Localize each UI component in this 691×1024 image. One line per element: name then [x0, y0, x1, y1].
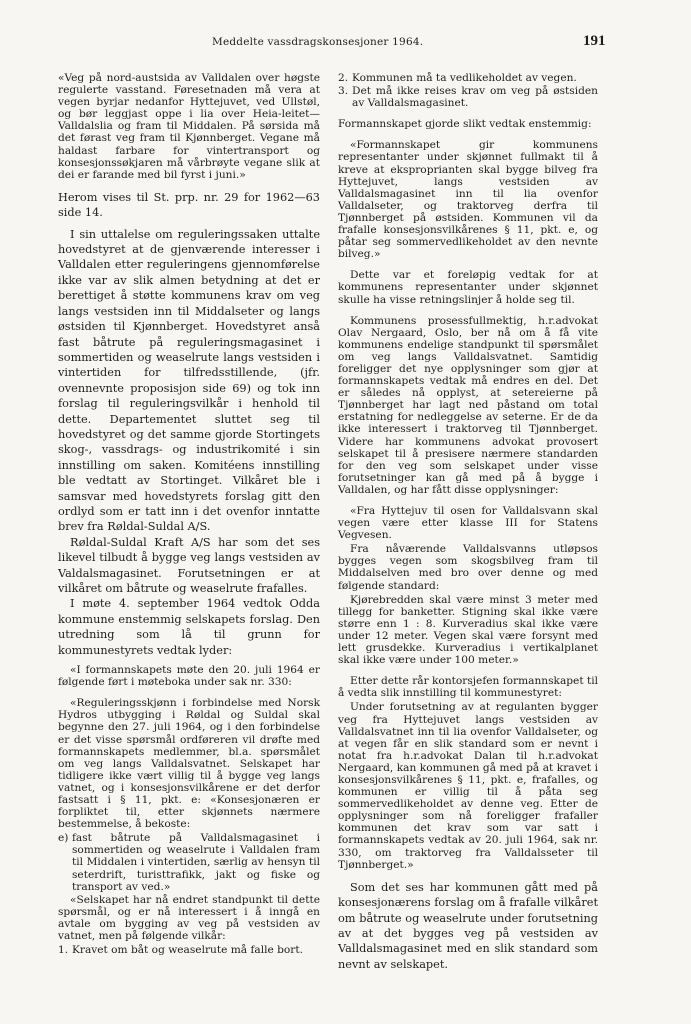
body-paragraph: Røldal-Suldal Kraft A/S har som det ses likevel tilbudt å bygge veg langs vestsiden av Valdalsmagasinet. Forutsetningen er at vilkåret om båtrute og weaselrute frafalles.: [58, 535, 320, 595]
list-item-number: 2.: [338, 72, 349, 84]
reference-paragraph: Herom vises til St. prp. nr. 29 for 1962—63 side 14.: [58, 190, 320, 220]
quote-paragraph: «Veg på nord-austsida av Valldalen over høgste regulerte vasstand. Føresetnaden må vera at vegen byrjar nedanfor Hyttejuvet, ved Ullstøl, og bør leggjast oppe i lia over Heia-leitet—Valldalslia og fram til Middalen. På sørsida må det førast veg fram til Kjønnberget. Vegane må haldast farbare for vintertransport og konsesjonssøkjaren må vårbrøyte vegane slik at dei er farande med bil fyrst i juni.»: [58, 72, 320, 181]
right-column: [338, 72, 598, 978]
list-item: [58, 944, 320, 956]
body-paragraph: Etter dette rår kontorsjefen formannskapet til å vedta slik innstilling til kommunestyret:: [338, 675, 598, 700]
body-paragraph: Dette var et foreløpig vedtak for at kommunens representanter under skjønnet skulle ha visse retningslinjer å holde seg til.: [338, 269, 598, 306]
list-item-number: 1.: [58, 944, 69, 957]
body-paragraph: Kommunens prosessfullmektig, h.r.advokat Olav Nergaard, Oslo, ber nå om å få vite kommunens endelige standpunkt til spørsmålet om veg langs Valldalsvatnet. Samtidig foreligger det nye opplysninger som gjør at formannskapets vedtak må endres en del. Det er således nå opplyst, at setereierne på Tjønnberget har lagt ned påstand om total erstatning for nedleggelse av seterne. Er de da ikke interessert i traktorveg til Tjønnberget. Videre har kommunens advokat provosert selskapet til å presisere nærmere standarden for den veg som selskapet under visse forutsetninger kan gå med på å bygge i Valldalen, og har fått disse opplysninger:: [338, 314, 598, 496]
body-paragraph: I møte 4. september 1964 vedtok Odda kommune enstemmig selskapets forslag. Den utredning som lå til grunn for kommunestyrets vedtak lyder:: [58, 597, 320, 657]
quote-paragraph: Fra nåværende Valldalsvanns utløpsos bygges vegen som skogsbilveg fram til Middalselven med bro over denne og med følgende standard:: [338, 543, 598, 592]
list-item-number: 3.: [338, 85, 349, 98]
body-paragraph: Under forutsetning av at regulanten bygger veg fra Hyttejuvet langs vestsiden av Valldalsvatnet inn til lia ovenfor Valldalseter, og at vegen får en slik standard som er nevnt i notat fra h.r.advokat Dalan til h.r.advokat Nergaard, kan kommunen gå med på at kravet i konsesjonsvilkårenes § 11, pkt. e, frafalles, og kommunen er villig til å påta seg sommervedlikeholdet av denne veg. Etter de opplysninger som nå foreligger frafaller kommunen det krav som var satt i formannskapets vedtak av 20. juli 1964, sak nr. 330, om traktorveg fra Valldalsseter til Tjønnberget.»: [338, 701, 598, 871]
quote-paragraph: «I formannskapets møte den 20. juli 1964 er følgende ført i møteboka under sak nr. 330:: [58, 664, 320, 689]
list-item-text: Kommunen må ta vedlikeholdet av vegen.: [352, 72, 577, 84]
list-item-number: e): [58, 832, 69, 845]
left-column: [58, 72, 320, 957]
list-item-text: Kravet om båt og weaselrute må falle bort.: [72, 944, 303, 957]
list-item-text: Det må ikke reises krav om veg på østsiden av Valldalsmagasinet.: [352, 85, 598, 110]
page-header: [0, 33, 691, 56]
body-paragraph: I sin uttalelse om reguleringssaken uttalte hovedstyret at de gjenværende interesser i Valldalen etter reguleringens gjennomførelse ikke var av slik almen betydning at det er berettiget å støtte kommunens krav om veg langs vestsiden inn til Middalseter og langs østsiden til Kjønnberget. Hovedstyret anså fast båtrute på reguleringsmagasinet i sommertiden og weaselrute langs vestsiden i vintertiden for tilfredsstillende, (jfr. ovennevnte proposisjon side 69) og tok inn forslag til reguleringsvilkår i henhold til dette. Departementet sluttet seg til hovedstyret og det samme gjorde Stortingets skog-, vassdrags- og industrikomité i sin innstilling om saken. Komitéens innstilling ble vedtatt av Stortinget. Vilkåret ble i samsvar med hovedstyrets forslag gitt den ordlyd som er tatt inn i det ovenfor inntatte brev fra Røldal-Suldal A/S.: [58, 227, 320, 534]
page-number: 191: [583, 33, 606, 49]
quote-paragraph: «Formannskapet gir kommunens representanter under skjønnet fullmakt til å kreve at eksproprianten skal bygge bilveg fra Hyttejuvet, langs vestsiden av Valldalsmagasinet inn til lia ovenfor Valldalseter, og traktorveg derfra til Tjønnberget på østsiden. Kommunen vil da frafalle konsesjonsvilkårenes § 11, pkt. e, og påtar seg sommervedlikeholdet av den nevnte bilveg.»: [338, 139, 598, 261]
numbered-list: [338, 72, 598, 109]
body-paragraph: Formannskapet gjorde slikt vedtak enstemmig:: [338, 118, 592, 131]
running-head: Meddelte vassdragskonsesjoner 1964.: [212, 36, 424, 48]
list-item-text: fast båtrute på Valldalsmagasinet i sommertiden og weaselrute i Valldalen fram til Middalen i vintertiden, særlig av hensyn til seterdrift, turisttrafikk, jakt og fiske og transport av ved.»: [72, 832, 320, 893]
list-item: [338, 72, 598, 84]
body-paragraph: Som det ses har kommunen gått med på konsesjonærens forslag om å frafalle vilkåret om båtrute og weaselrute under forutsetning av at det bygges veg på vestsiden av Valldalsmagasinet med en slik standard som nevnt av selskapet.: [338, 880, 598, 971]
quote-paragraph: «Reguleringsskjønn i forbindelse med Norsk Hydros utbygging i Røldal og Suldal skal begynne den 27. juli 1964, og i den forbindelse er det visse spørsmål ordføreren vil drøfte med formannskapets medlemmer, bl.a. spørsmålet om veg langs Valldalsvatnet. Selskapet har tidligere ikke vært villig til å bygge veg langs vatnet, og i konsesjonsvilkårene er det derfor fastsatt i § 11, pkt. e: «Konsesjonæren er forpliktet til, etter skjønnets nærmere bestemmelse, å bekoste:: [58, 697, 320, 831]
quote-paragraph: Kjørebredden skal være minst 3 meter med tillegg for banketter. Stigning skal ikke være større enn 1 : 8. Kurveradius skal ikke være under 12 meter. Vegen skal være forsynt med lett grusdekke. Kurveradius i vertikalplanet skal ikke være under 100 meter.»: [338, 593, 598, 667]
quote-paragraph: «Fra Hyttejuv til osen for Valldalsvann skal vegen være etter klasse III for Statens Vegvesen.: [338, 505, 598, 542]
quote-paragraph: «Selskapet har nå endret standpunkt til dette spørsmål, og er nå interessert i å inngå en avtale om bygging av veg på vestsiden av vatnet, men på følgende vilkår:: [58, 893, 320, 942]
list-item: [58, 832, 320, 892]
list-item: [338, 85, 598, 109]
